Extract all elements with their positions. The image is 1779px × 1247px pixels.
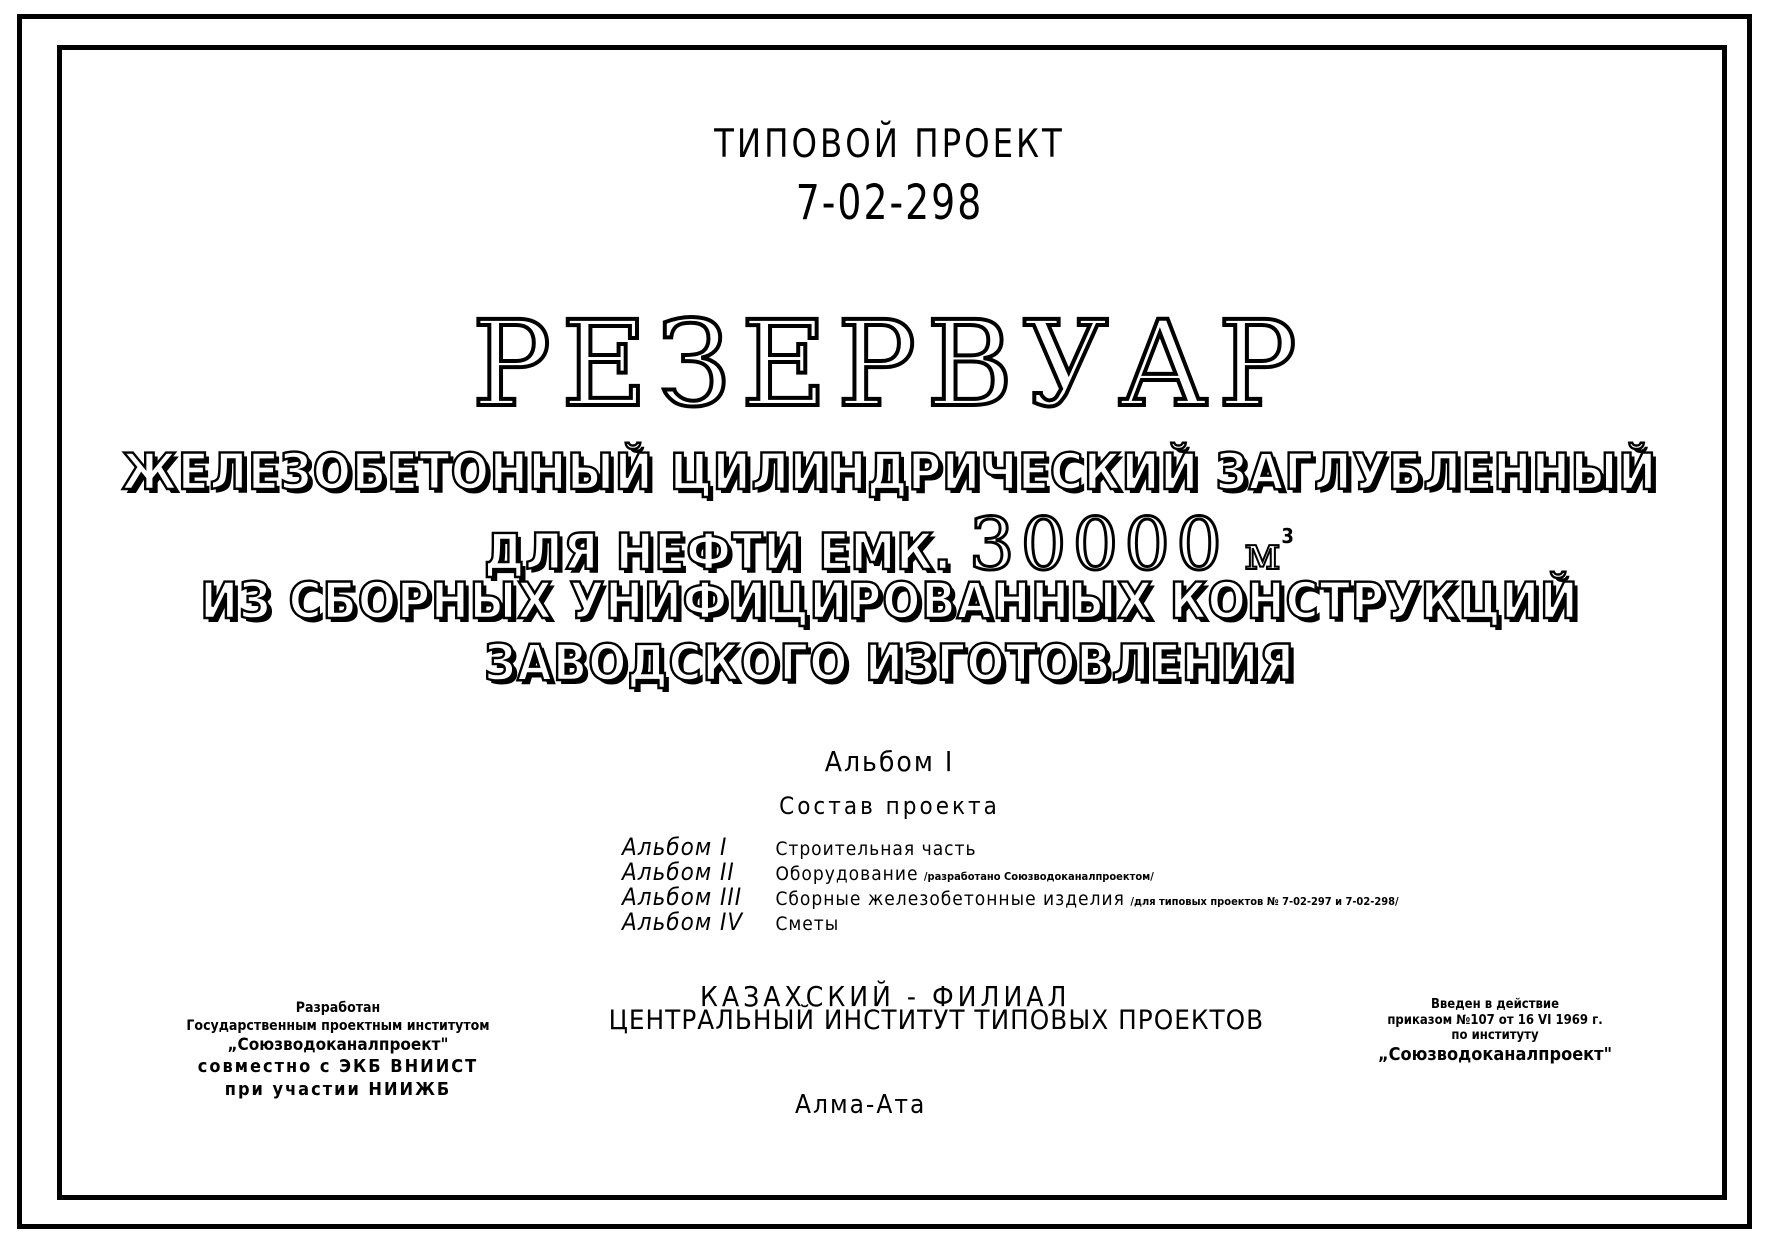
composition-item bbox=[622, 833, 977, 861]
developer-line-1: Разработан bbox=[295, 1000, 381, 1016]
capacity-value: 30000 bbox=[968, 502, 1228, 586]
composition-item bbox=[622, 908, 839, 936]
composition-title: Состав проекта bbox=[779, 792, 1000, 820]
developer-line-3: „Союзводоканалпроект" bbox=[227, 1035, 449, 1055]
capacity-unit-power: 3 bbox=[1281, 524, 1295, 548]
subtitle-line-4: ЗАВОДСКОГО ИЗГОТОВЛЕНИЯ bbox=[484, 634, 1295, 692]
composition-item bbox=[622, 883, 1399, 911]
project-type-heading: ТИПОВОЙ ПРОЕКТ bbox=[714, 121, 1065, 168]
composition-item-label: Альбом IV bbox=[622, 908, 744, 936]
composition-item-label: Альбом III bbox=[622, 883, 743, 911]
developer-block bbox=[178, 1000, 498, 1101]
composition-item-label: Альбом I bbox=[622, 833, 728, 861]
subtitle-line-3: ИЗ СБОРНЫХ УНИФИЦИРОВАННЫХ КОНСТРУКЦИЙ bbox=[200, 572, 1579, 630]
subtitle-line-1: ЖЕЛЕЗОБЕТОННЫЙ ЦИЛИНДРИЧЕСКИЙ ЗАГЛУБЛЕННЫЙ bbox=[121, 443, 1658, 501]
composition-item-note: /разработано Союзводоканалпроектом/ bbox=[923, 870, 1154, 883]
approval-line-1: Введен в действие bbox=[1430, 997, 1560, 1012]
publisher-city: Алма-Ата bbox=[795, 1090, 927, 1120]
developer-line-5: при участии НИИЖБ bbox=[224, 1078, 452, 1100]
composition-item-note: /для типовых проектов № 7-02-297 и 7-02-298/ bbox=[1130, 895, 1399, 908]
approval-block bbox=[1350, 997, 1640, 1065]
composition-item-label: Альбом II bbox=[622, 858, 735, 886]
main-title: РЕЗЕРВУАР bbox=[471, 295, 1308, 433]
composition-item bbox=[622, 858, 1154, 886]
developer-line-4: совместно с ЭКБ ВНИИСТ bbox=[197, 1056, 479, 1078]
developer-line-2: Государственным проектным институтом bbox=[186, 1017, 490, 1034]
subtitle-line-2 bbox=[0, 502, 1779, 586]
publisher-branch: КАЗАХСКИЙ - ФИЛИАЛ bbox=[700, 980, 1071, 1013]
approval-line-2: приказом №107 от 16 VI 1969 г. bbox=[1387, 1012, 1603, 1028]
approval-line-4: „Союзводоканалпроект" bbox=[1378, 1043, 1612, 1065]
composition-item-description: Сметы bbox=[775, 913, 840, 935]
publisher-institute: ЦЕНТРАЛЬНЫЙ ИНСТИТУТ ТИПОВЫХ ПРОЕКТОВ bbox=[608, 1005, 1265, 1036]
composition-item-description: Оборудование bbox=[775, 863, 919, 885]
subtitle-prefix: ДЛЯ НЕФТИ ЕМК. bbox=[484, 523, 953, 581]
album-title: Альбом I bbox=[824, 745, 955, 778]
capacity-unit: м bbox=[1244, 526, 1282, 580]
composition-item-description: Сборные железобетонные изделия bbox=[775, 888, 1125, 910]
composition-item-description: Строительная часть bbox=[775, 838, 977, 860]
project-number: 7-02-298 bbox=[795, 174, 984, 231]
approval-line-3: по институту bbox=[1451, 1028, 1539, 1044]
